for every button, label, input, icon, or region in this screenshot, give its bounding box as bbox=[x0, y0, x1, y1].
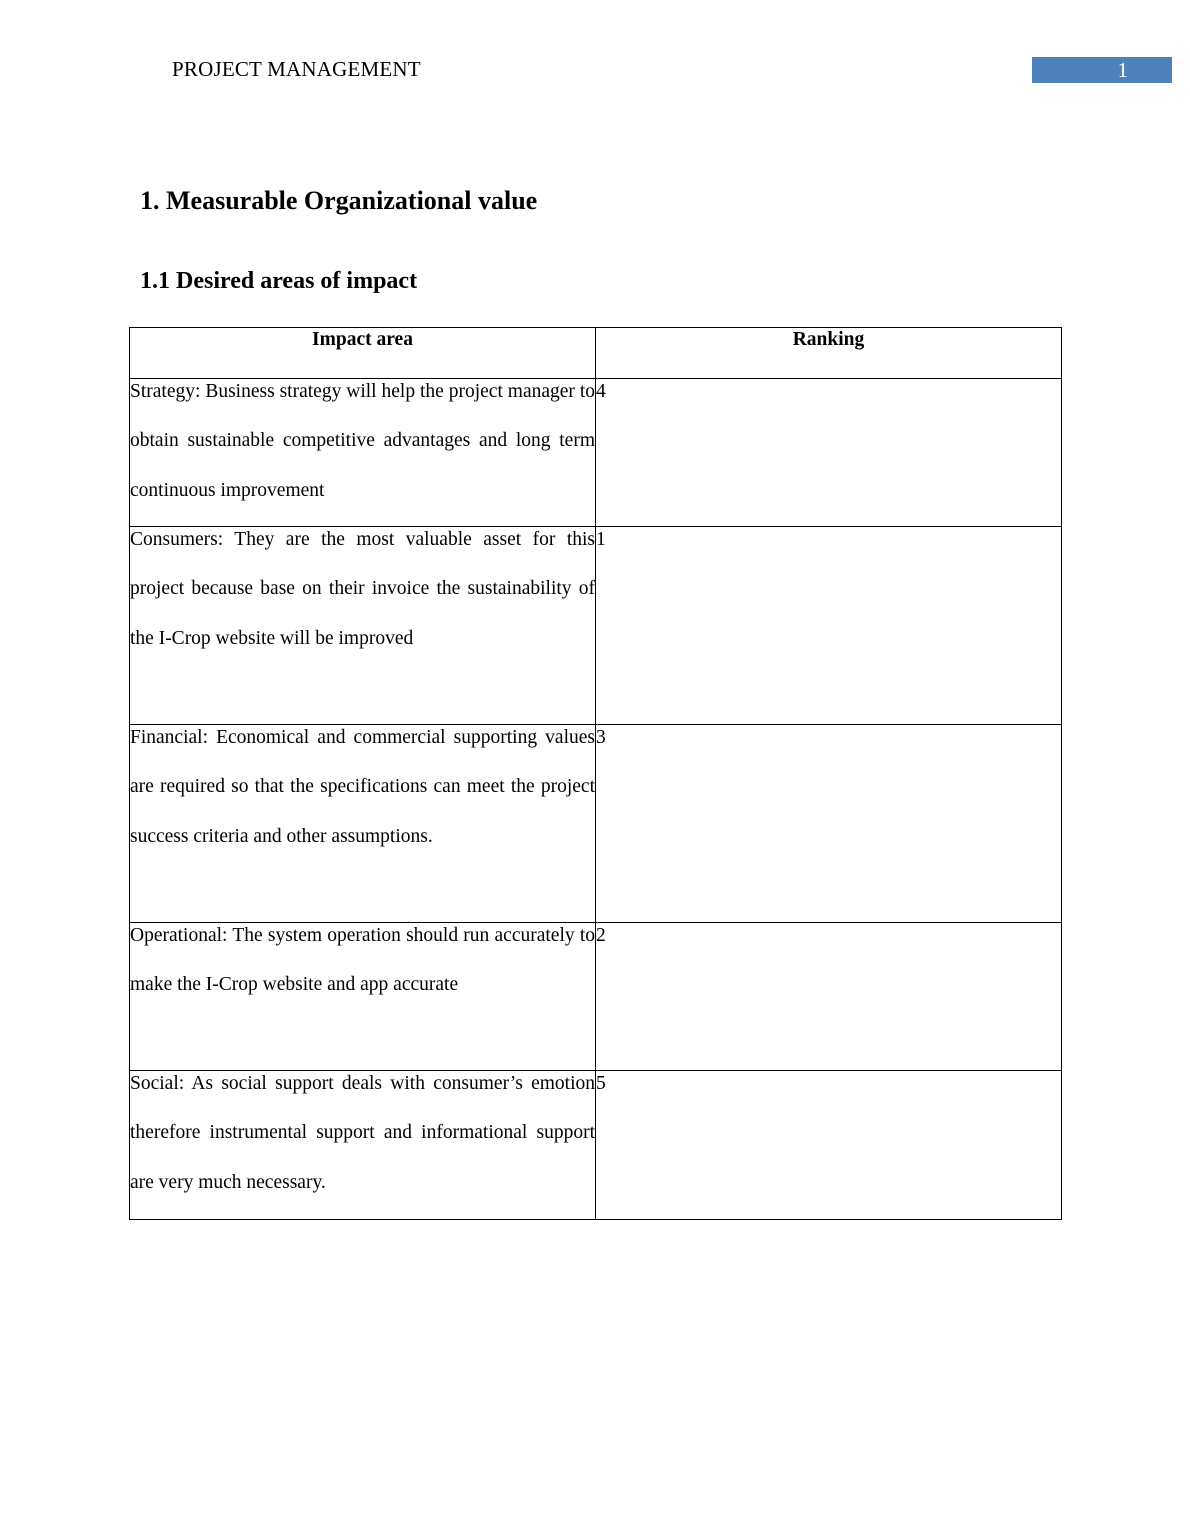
impact-area-text: Social: As social support deals with consumer’s emotion therefore instrumental support and informational support are very much necessary. bbox=[130, 1073, 595, 1193]
ranking-value: 3 bbox=[596, 727, 606, 748]
impact-area-text: Operational: The system operation should run accurately to make the I-Crop website and app accurate bbox=[130, 925, 595, 996]
table-row bbox=[130, 725, 1062, 923]
ranking-cell bbox=[596, 379, 1062, 527]
impact-area-cell bbox=[130, 923, 596, 1071]
table-row bbox=[130, 379, 1062, 527]
table-row bbox=[130, 527, 1062, 725]
column-header-ranking: Ranking bbox=[596, 328, 1062, 379]
page-number-badge: 1 bbox=[1032, 57, 1172, 83]
impact-area-cell bbox=[130, 1071, 596, 1220]
running-header-title: PROJECT MANAGEMENT bbox=[172, 57, 421, 81]
table-row bbox=[130, 923, 1062, 1071]
ranking-cell bbox=[596, 1071, 1062, 1220]
ranking-value: 5 bbox=[596, 1073, 606, 1094]
ranking-cell bbox=[596, 923, 1062, 1071]
section-heading: 1. Measurable Organizational value bbox=[140, 186, 538, 215]
impact-area-text: Strategy: Business strategy will help the project manager to obtain sustainable competitive advantages and long term continuous improvement bbox=[130, 381, 595, 501]
impact-area-table bbox=[129, 327, 1062, 1220]
impact-area-text: Financial: Economical and commercial supporting values are required so that the specifications can meet the project success criteria and other assumptions. bbox=[130, 727, 595, 847]
impact-area-cell bbox=[130, 527, 596, 725]
ranking-cell bbox=[596, 527, 1062, 725]
column-header-impact-area: Impact area bbox=[130, 328, 596, 379]
ranking-value: 1 bbox=[596, 529, 606, 550]
impact-area-text: Consumers: They are the most valuable asset for this project because base on their invoice the sustainability of the I-Crop website will be improved bbox=[130, 529, 595, 649]
ranking-value: 2 bbox=[596, 925, 606, 946]
table-row bbox=[130, 1071, 1062, 1220]
impact-area-cell bbox=[130, 379, 596, 527]
impact-area-cell bbox=[130, 725, 596, 923]
ranking-cell bbox=[596, 725, 1062, 923]
subsection-heading: 1.1 Desired areas of impact bbox=[140, 268, 418, 294]
ranking-value: 4 bbox=[596, 381, 606, 402]
